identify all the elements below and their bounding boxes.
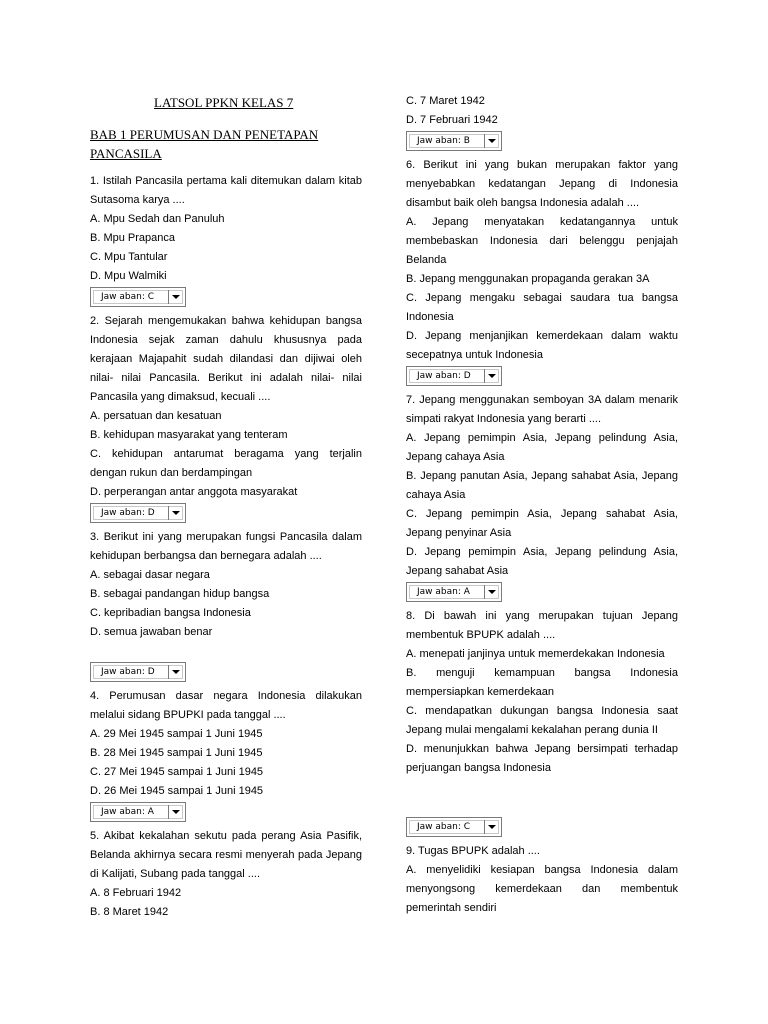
option-a: A. menepati janjinya untuk memerdekakan Indonesia bbox=[406, 648, 665, 660]
answer-dropdown-6[interactable] bbox=[406, 366, 502, 386]
option-c: C. 7 Maret 1942 bbox=[406, 95, 485, 107]
option-a: A. Mpu Sedah dan Panuluh bbox=[90, 213, 225, 225]
option-c: C. kehidupan antarumat beragama yang terjalin dengan rukun dan berdampingan bbox=[90, 448, 362, 479]
answer-label: Jaw aban: D bbox=[101, 667, 155, 677]
option-b: B. kehidupan masyarakat yang tenteram bbox=[90, 429, 288, 441]
option-c: C. Jepang pemimpin Asia, Jepang sahabat Asia, Jepang penyinar Asia bbox=[406, 508, 678, 539]
question-9 bbox=[406, 842, 678, 918]
option-c: C. 27 Mei 1945 sampai 1 Juni 1945 bbox=[90, 766, 264, 778]
question-text: 6. Berikut ini yang bukan merupakan faktor yang menyebabkan kedatangan Jepang di Indonesia disambut baik oleh bangsa Indonesia adalah .... bbox=[406, 159, 678, 209]
question-8 bbox=[406, 607, 678, 778]
question-6 bbox=[406, 156, 678, 365]
question-text: 3. Berikut ini yang merupakan fungsi Pancasila dalam kehidupan berbangsa dan bernegara adalah .... bbox=[90, 531, 362, 562]
chevron-down-icon[interactable] bbox=[484, 369, 499, 383]
answer-label: Jaw aban: C bbox=[417, 822, 471, 832]
answer-dropdown-1[interactable] bbox=[90, 287, 186, 307]
question-text: 1. Istilah Pancasila pertama kali ditemukan dalam kitab Sutasoma karya .... bbox=[90, 175, 362, 206]
chevron-down-icon[interactable] bbox=[484, 820, 499, 834]
option-b: B. 28 Mei 1945 sampai 1 Juni 1945 bbox=[90, 747, 263, 759]
option-d: D. semua jawaban benar bbox=[90, 626, 213, 638]
chevron-down-icon[interactable] bbox=[168, 506, 183, 520]
chevron-down-icon[interactable] bbox=[484, 585, 499, 599]
chevron-down-icon[interactable] bbox=[484, 134, 499, 148]
question-2 bbox=[90, 312, 362, 502]
option-c: C. Jepang mengaku sebagai saudara tua bangsa Indonesia bbox=[406, 292, 678, 323]
option-b: B. Jepang menggunakan propaganda gerakan 3A bbox=[406, 273, 650, 285]
option-d: D. perperangan antar anggota masyarakat bbox=[90, 486, 298, 498]
question-text: 5. Akibat kekalahan sekutu pada perang Asia Pasifik, Belanda akhirnya secara resmi menyerah pada Jepang di Kalijati, Subang pada tanggal .... bbox=[90, 830, 362, 880]
answer-dropdown-5[interactable] bbox=[406, 131, 502, 151]
option-c: C. kepribadian bangsa Indonesia bbox=[90, 607, 251, 619]
option-a: A. Jepang menyatakan kedatangannya untuk membebaskan Indonesia dari belenggu penjajah Belanda bbox=[406, 216, 678, 266]
question-1 bbox=[90, 172, 362, 286]
question-5-continued bbox=[406, 92, 678, 130]
question-text: 4. Perumusan dasar negara Indonesia dilakukan melalui sidang BPUPKI pada tanggal .... bbox=[90, 690, 362, 721]
option-a: A. 8 Februari 1942 bbox=[90, 887, 182, 899]
option-a: A. persatuan dan kesatuan bbox=[90, 410, 222, 422]
option-a: A. Jepang pemimpin Asia, Jepang pelindung Asia, Jepang cahaya Asia bbox=[406, 432, 678, 463]
option-c: C. mendapatkan dukungan bangsa Indonesia saat Jepang mulai mengalami kekalahan perang dunia II bbox=[406, 705, 678, 736]
question-7 bbox=[406, 391, 678, 581]
chevron-down-icon[interactable] bbox=[168, 290, 183, 304]
answer-label: Jaw aban: C bbox=[101, 292, 155, 302]
question-text: 9. Tugas BPUPK adalah .... bbox=[406, 845, 540, 857]
answer-label: Jaw aban: A bbox=[101, 807, 154, 817]
question-text: 8. Di bawah ini yang merupakan tujuan Jepang membentuk BPUPK adalah .... bbox=[406, 610, 678, 641]
question-text: 7. Jepang menggunakan semboyan 3A dalam menarik simpati rakyat Indonesia yang berarti .... bbox=[406, 394, 678, 425]
answer-label: Jaw aban: B bbox=[417, 136, 470, 146]
option-b: B. menguji kemampuan bangsa Indonesia mempersiapkan kemerdekaan bbox=[406, 667, 678, 698]
option-d: D. Mpu Walmiki bbox=[90, 270, 167, 282]
option-a: A. menyelidiki kesiapan bangsa Indonesia dalam menyongsong kemerdekaan dan membentuk pemerintah sendiri bbox=[406, 864, 678, 914]
answer-dropdown-2[interactable] bbox=[90, 503, 186, 523]
answer-label: Jaw aban: D bbox=[101, 508, 155, 518]
option-b: B. Mpu Prapanca bbox=[90, 232, 175, 244]
option-a: A. 29 Mei 1945 sampai 1 Juni 1945 bbox=[90, 728, 263, 740]
option-d: D. menunjukkan bahwa Jepang bersimpati terhadap perjuangan bangsa Indonesia bbox=[406, 743, 678, 774]
answer-dropdown-7[interactable] bbox=[406, 582, 502, 602]
option-a: A. sebagai dasar negara bbox=[90, 569, 210, 581]
option-d: D. 7 Februari 1942 bbox=[406, 114, 498, 126]
answer-dropdown-3[interactable] bbox=[90, 662, 186, 682]
answer-dropdown-4[interactable] bbox=[90, 802, 186, 822]
answer-label: Jaw aban: A bbox=[417, 587, 470, 597]
answer-label: Jaw aban: D bbox=[417, 371, 471, 381]
option-d: D. Jepang pemimpin Asia, Jepang pelindung Asia, Jepang sahabat Asia bbox=[406, 546, 678, 577]
chevron-down-icon[interactable] bbox=[168, 665, 183, 679]
option-d: D. 26 Mei 1945 sampai 1 Juni 1945 bbox=[90, 785, 264, 797]
option-b: B. 8 Maret 1942 bbox=[90, 906, 169, 918]
chevron-down-icon[interactable] bbox=[168, 805, 183, 819]
question-5 bbox=[90, 827, 362, 922]
answer-dropdown-8[interactable] bbox=[406, 817, 502, 837]
option-c: C. Mpu Tantular bbox=[90, 251, 168, 263]
question-text: 2. Sejarah mengemukakan bahwa kehidupan bangsa Indonesia sejak zaman dahulu khususnya pada kerajaan Majapahit sudah dilandasi dan dijiwai oleh nilai- nilai Pancasila. Berikut ini adalah nilai- nilai Pancasila yang dimaksud, kecuali .... bbox=[90, 315, 362, 403]
option-b: B. sebagai pandangan hidup bangsa bbox=[90, 588, 270, 600]
option-d: D. Jepang menjanjikan kemerdekaan dalam waktu secepatnya untuk Indonesia bbox=[406, 330, 678, 361]
question-4 bbox=[90, 687, 362, 801]
option-b: B. Jepang panutan Asia, Jepang sahabat Asia, Jepang cahaya Asia bbox=[406, 470, 678, 501]
question-3 bbox=[90, 528, 362, 642]
page-title: LATSOL PPKN KELAS 7 bbox=[154, 95, 294, 110]
chapter-title: BAB 1 PERUMUSAN DAN PENETAPAN PANCASILA bbox=[90, 127, 319, 161]
